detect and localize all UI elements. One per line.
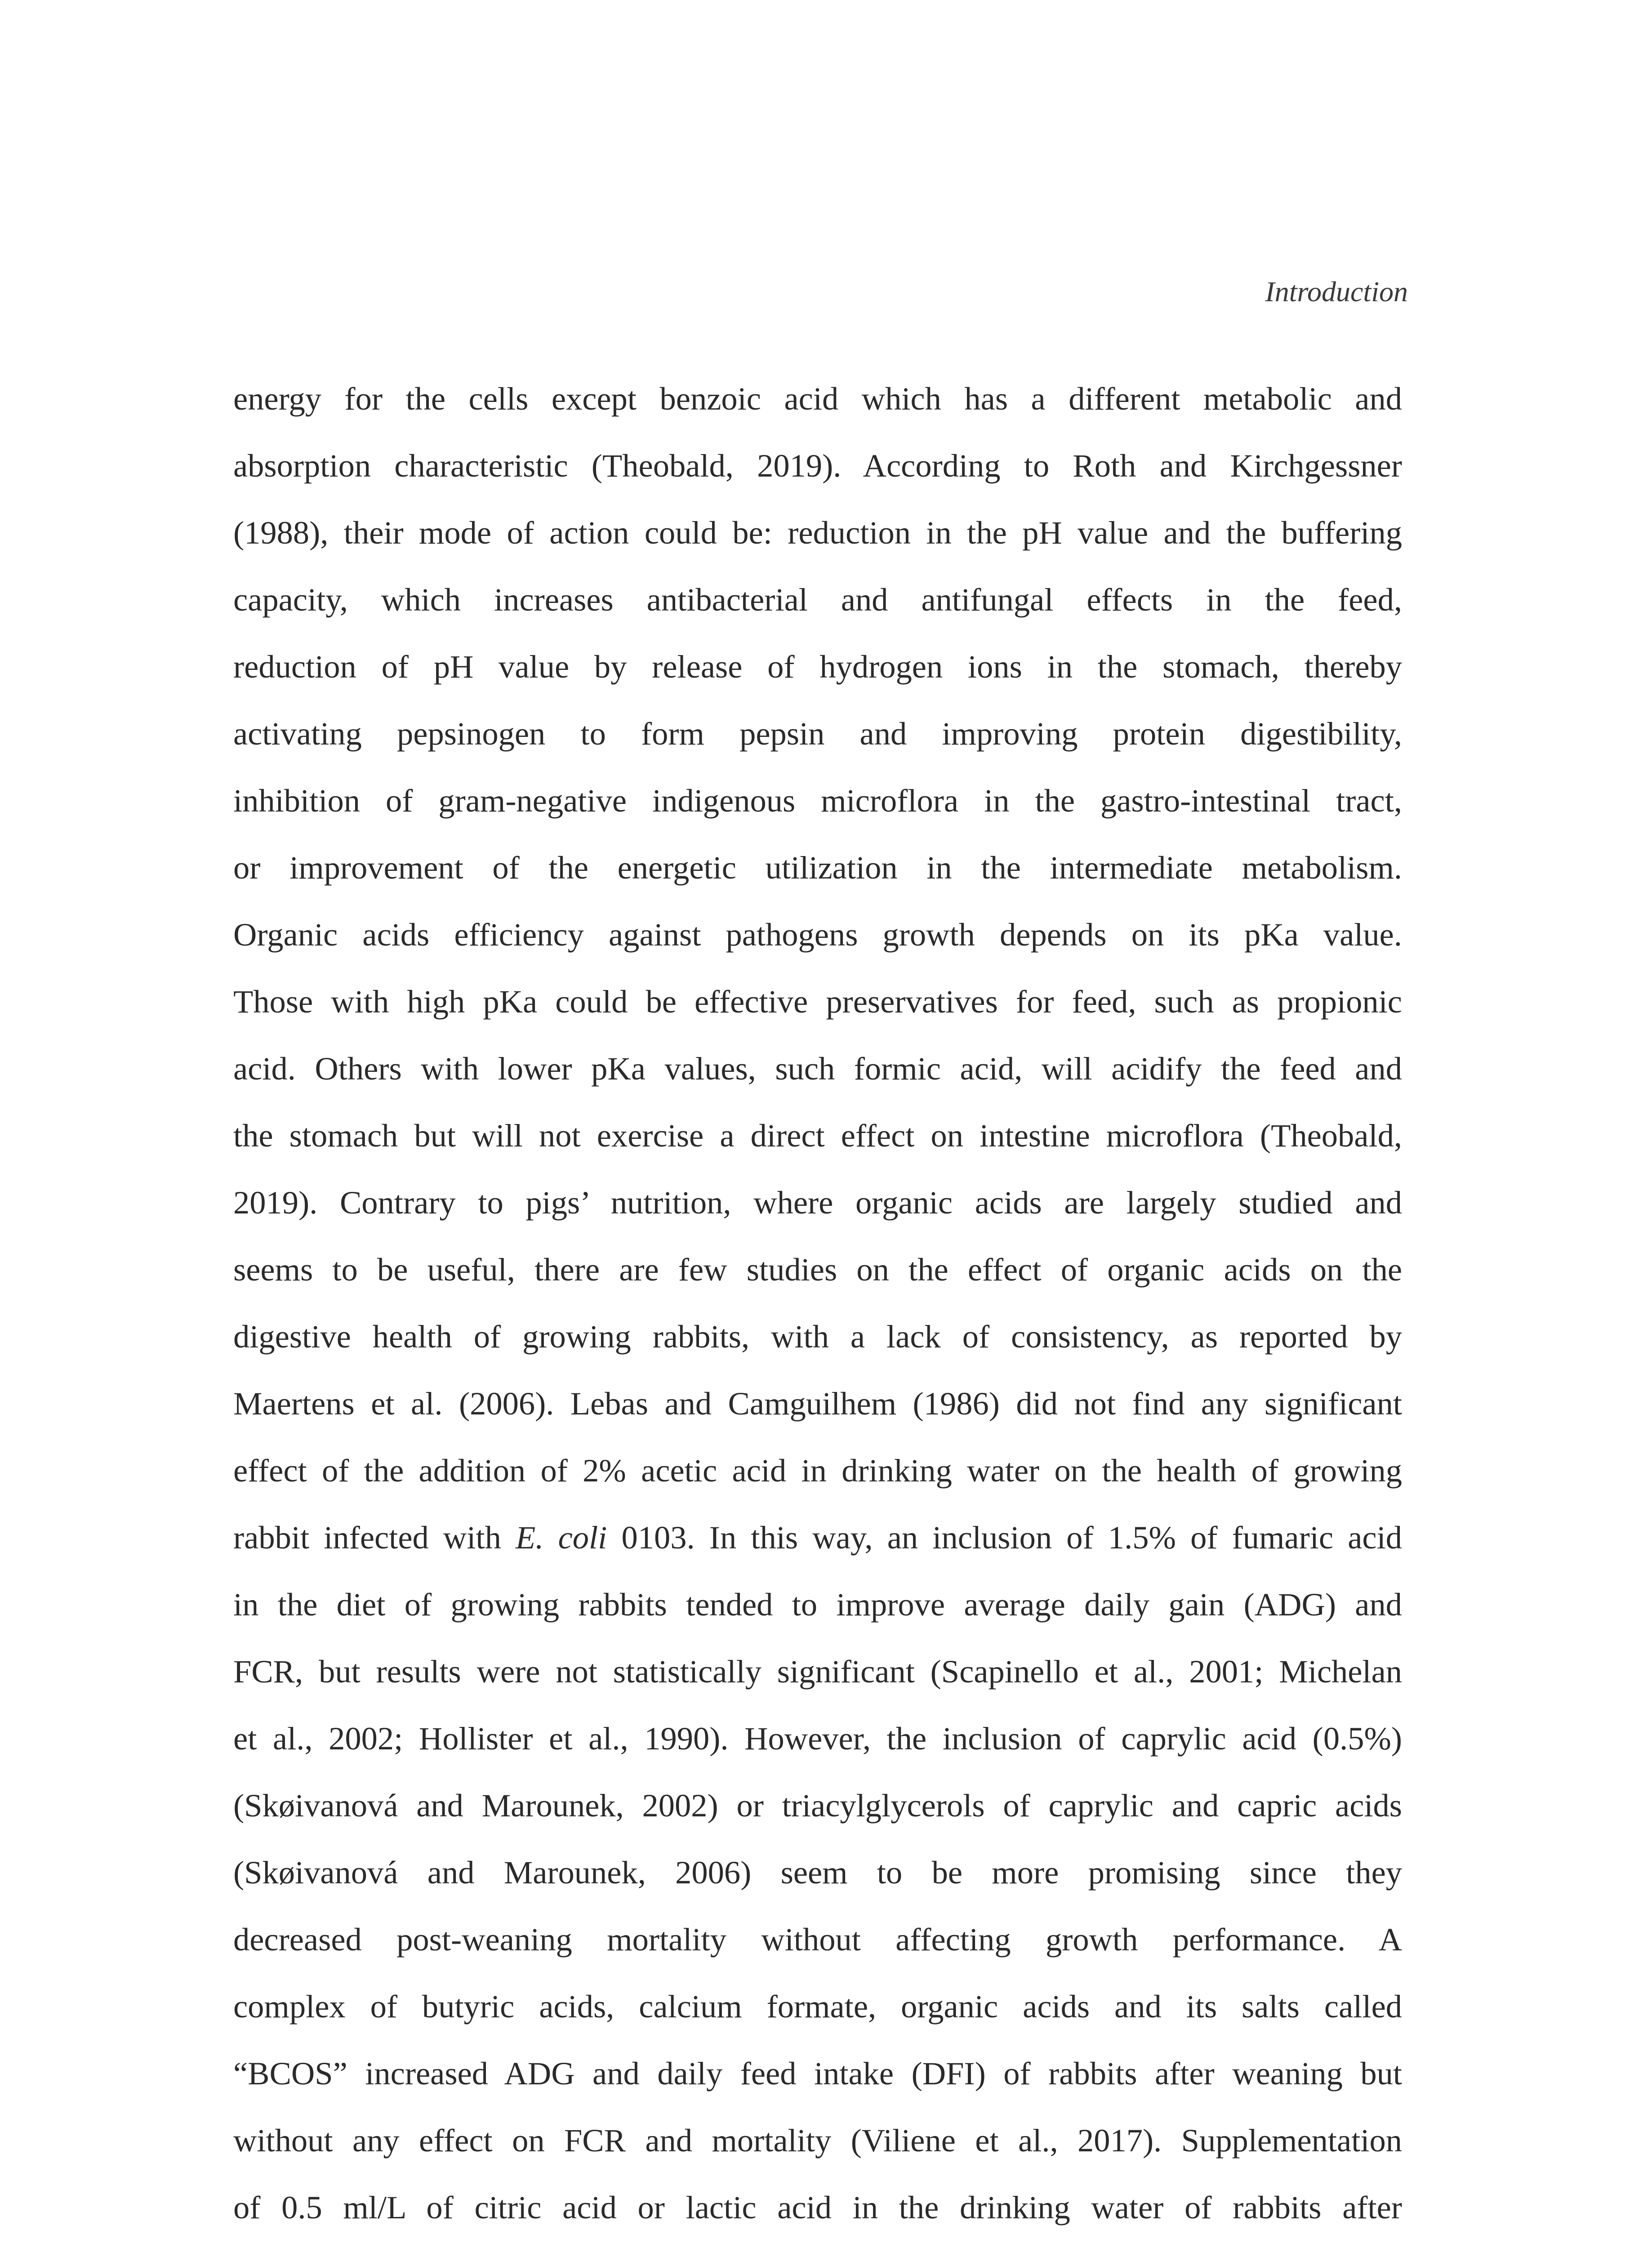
text-line: 2019). Contrary to pigs’ nutrition, where organic acids are largely studied and bbox=[233, 1184, 1402, 1221]
text-line: complex of butyric acids, calcium formate, organic acids and its salts called bbox=[233, 1988, 1402, 2025]
text-line: absorption characteristic (Theobald, 2019). According to Roth and Kirchgessner bbox=[233, 447, 1402, 484]
text-line: energy for the cells except benzoic acid which has a different metabolic and bbox=[233, 380, 1402, 417]
text-line: or improvement of the energetic utilization in the intermediate metabolism. bbox=[233, 849, 1402, 886]
text-line bbox=[233, 2241, 1402, 2248]
text-line: acid. Others with lower pKa values, such formic acid, will acidify the feed and bbox=[233, 1050, 1402, 1087]
text-line: Organic acids efficiency against pathogens growth depends on its pKa value. bbox=[233, 916, 1402, 953]
text-line: (Skøivanová and Marounek, 2006) seem to be more promising since they bbox=[233, 1854, 1402, 1891]
text-run: rabbit infected with bbox=[233, 1519, 516, 1556]
text-line: FCR, but results were not statistically significant (Scapinello et al., 2001; Michelan bbox=[233, 1653, 1402, 1690]
running-header: Introduction bbox=[1265, 276, 1408, 308]
text-line: digestive health of growing rabbits, with a lack of consistency, as reported by bbox=[233, 1318, 1402, 1355]
text-line: of 0.5 ml/L of citric acid or lactic acid in the drinking water of rabbits after bbox=[233, 2189, 1402, 2226]
species-name: E. coli bbox=[516, 1519, 607, 1556]
text-line: in the diet of growing rabbits tended to improve average daily gain (ADG) and bbox=[233, 1586, 1402, 1623]
text-line: (1988), their mode of action could be: reduction in the pH value and the buffering bbox=[233, 514, 1402, 551]
text-line bbox=[233, 1504, 1402, 1571]
text-line: effect of the addition of 2% acetic acid in drinking water on the health of growing bbox=[233, 1452, 1402, 1489]
text-line: Maertens et al. (2006). Lebas and Camguilhem (1986) did not find any significant bbox=[233, 1385, 1402, 1422]
text-line: capacity, which increases antibacterial and antifungal effects in the feed, bbox=[233, 581, 1402, 618]
text-run: 0103. In this way, an inclusion of 1.5% of fumaric acid bbox=[607, 1519, 1402, 1556]
text-line: the stomach but will not exercise a direct effect on intestine microflora (Theobald, bbox=[233, 1117, 1402, 1154]
text-line: decreased post-weaning mortality without affecting growth performance. A bbox=[233, 1921, 1402, 1958]
text-line: (Skøivanová and Marounek, 2002) or triacylglycerols of caprylic and capric acids bbox=[233, 1787, 1402, 1824]
text-line: “BCOS” increased ADG and daily feed intake (DFI) of rabbits after weaning but bbox=[233, 2055, 1402, 2092]
text-line: et al., 2002; Hollister et al., 1990). However, the inclusion of caprylic acid (0.5%) bbox=[233, 1720, 1402, 1757]
text-line: activating pepsinogen to form pepsin and improving protein digestibility, bbox=[233, 715, 1402, 752]
text-line: seems to be useful, there are few studies on the effect of organic acids on the bbox=[233, 1251, 1402, 1288]
text-line: inhibition of gram-negative indigenous microflora in the gastro-intestinal tract, bbox=[233, 782, 1402, 819]
body-paragraph bbox=[233, 365, 1402, 2248]
text-line: reduction of pH value by release of hydrogen ions in the stomach, thereby bbox=[233, 648, 1402, 685]
text-line: without any effect on FCR and mortality (Viliene et al., 2017). Supplementation bbox=[233, 2122, 1402, 2159]
text-line: Those with high pKa could be effective preservatives for feed, such as propionic bbox=[233, 983, 1402, 1020]
